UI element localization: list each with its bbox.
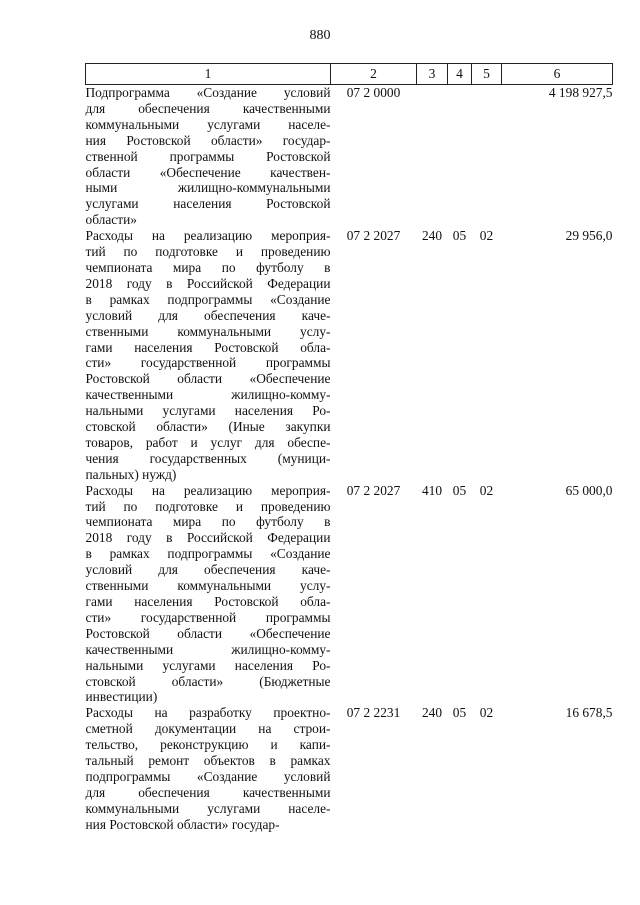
description-line: качественными жилищно-комму-	[85, 641, 331, 657]
table-row	[86, 705, 613, 832]
description-line: ния Ростовской области» государ-	[85, 816, 280, 832]
row-col-3: 410	[421, 482, 443, 498]
description-line: качественными жилищно-комму-	[85, 387, 331, 403]
description-line: Ростовской области «Обеспечение	[85, 625, 331, 641]
description-line: стовской области» (Иные закупки	[85, 419, 331, 435]
row-amount: 29 956,0	[565, 228, 613, 244]
description-line: тий по подготовке и проведению	[85, 244, 331, 260]
description-line: в рамках подпрограммы «Создание	[85, 546, 331, 562]
header-col-2: 2	[331, 64, 417, 85]
description-line: инвестиции)	[85, 689, 158, 705]
row-col-5: 02	[479, 705, 494, 721]
header-col-4: 4	[448, 64, 472, 85]
description-line: 2018 году в Российской Федерации	[85, 275, 331, 291]
description-line: стовской области» (Бюджетные	[85, 673, 331, 689]
description-line: сти» государственной программы	[85, 609, 331, 625]
description-line: сти» государственной программы	[85, 355, 331, 371]
row-description	[86, 85, 331, 229]
row-code: 07 2 2027	[346, 482, 401, 498]
description-line: ния Ростовской области» государ-	[85, 132, 331, 148]
row-code: 07 2 2027	[346, 228, 401, 244]
description-line: тальный ремонт объектов в рамках	[85, 753, 331, 769]
description-line: ственной программы Ростовской	[85, 148, 331, 164]
description-line: в рамках подпрограммы «Создание	[85, 291, 331, 307]
description-line: Ростовской области «Обеспечение	[85, 371, 331, 387]
row-col-5	[472, 85, 502, 229]
description-line: услугами населения Ростовской	[85, 196, 331, 212]
description-line: нальными услугами населения Ро-	[85, 657, 331, 673]
header-col-5: 5	[472, 64, 502, 85]
description-line: Расходы на реализацию мероприя-	[85, 482, 331, 498]
table-row	[86, 228, 613, 483]
row-col-4: 05	[452, 482, 467, 498]
table-row	[86, 85, 613, 229]
description-line: чения государственных (муници-	[85, 450, 331, 466]
description-line: 2018 году в Российской Федерации	[85, 530, 331, 546]
row-amount: 16 678,5	[565, 705, 613, 721]
row-description	[86, 483, 331, 706]
table-header-row	[86, 64, 613, 85]
row-col-3	[417, 85, 448, 229]
page-number: 880	[309, 28, 331, 43]
description-line: подпрограммы «Создание условий	[85, 768, 331, 784]
row-col-5: 02	[479, 228, 494, 244]
description-line: ственными коммунальными услу-	[85, 323, 331, 339]
row-col-3: 240	[421, 705, 443, 721]
description-line: коммунальными услугами населе-	[85, 116, 331, 132]
description-line: пальных) нужд)	[85, 466, 177, 482]
description-line: для обеспечения качественными	[85, 100, 331, 116]
description-line: тий по подготовке и проведению	[85, 498, 331, 514]
description-line: Подпрограмма «Создание условий	[85, 85, 331, 100]
row-col-4: 05	[452, 705, 467, 721]
description-line: ственными коммунальными услу-	[85, 578, 331, 594]
row-amount: 4 198 927,5	[548, 85, 613, 100]
description-line: Расходы на разработку проектно-	[85, 705, 331, 721]
description-line: чемпионата мира по футболу в	[85, 514, 331, 530]
description-line: условий для обеспечения каче-	[85, 307, 331, 323]
description-line: гами населения Ростовской обла-	[85, 339, 331, 355]
row-col-5: 02	[479, 482, 494, 498]
row-code: 07 2 0000	[346, 85, 401, 100]
row-col-3: 240	[421, 228, 443, 244]
description-line: коммунальными услугами населе-	[85, 800, 331, 816]
description-line: тельство, реконструкцию и капи-	[85, 737, 331, 753]
row-col-4	[448, 85, 472, 229]
header-col-3: 3	[417, 64, 448, 85]
description-line: для обеспечения качественными	[85, 784, 331, 800]
row-description	[86, 705, 331, 832]
description-line: области «Обеспечение качествен-	[85, 164, 331, 180]
row-amount: 65 000,0	[565, 482, 613, 498]
budget-table	[85, 63, 613, 833]
table-row	[86, 483, 613, 706]
row-description	[86, 228, 331, 483]
description-line: товаров, работ и услуг для обеспе-	[85, 434, 331, 450]
description-line: области»	[85, 212, 137, 228]
description-line: чемпионата мира по футболу в	[85, 259, 331, 275]
row-col-4: 05	[452, 228, 467, 244]
header-col-1: 1	[86, 64, 331, 85]
description-line: Расходы на реализацию мероприя-	[85, 228, 331, 244]
row-code: 07 2 2231	[346, 705, 401, 721]
description-line: ными жилищно-коммунальными	[85, 180, 331, 196]
description-line: сметной документации на строи-	[85, 721, 331, 737]
description-line: нальными услугами населения Ро-	[85, 403, 331, 419]
description-line: условий для обеспечения каче-	[85, 562, 331, 578]
description-line: гами населения Ростовской обла-	[85, 594, 331, 609]
header-col-6: 6	[502, 64, 613, 85]
